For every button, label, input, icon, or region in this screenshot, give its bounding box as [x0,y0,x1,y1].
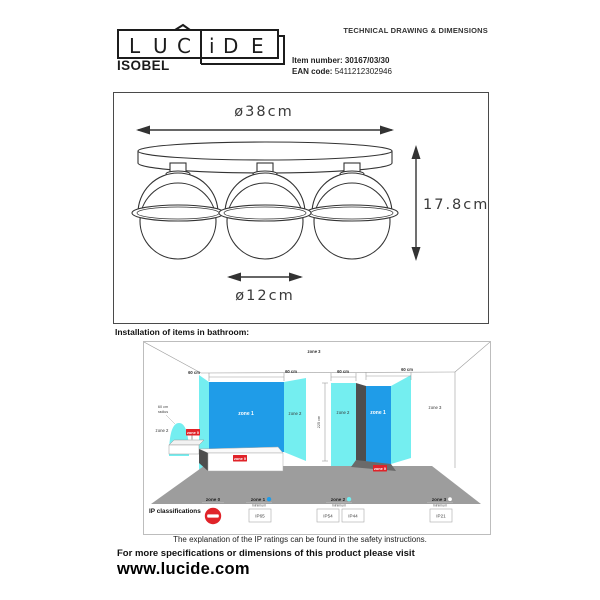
svg-text:zone 0: zone 0 [233,455,247,461]
svg-text:IP44: IP44 [348,513,358,519]
zone1-wall-shower [366,386,391,464]
svg-text:zone 1: zone 1 [250,497,266,502]
ip-legend-title: IP classifications [149,508,201,515]
zone2-strip-shower-left [331,383,356,466]
svg-text:zone 0: zone 0 [205,497,221,502]
zone0-badge-basin [186,429,200,440]
svg-text:zone 2: zone 2 [330,497,346,502]
arrowhead-right [289,273,303,282]
zone2-label-bath: zone 2 [288,411,302,416]
zone0-badge-bathtub [233,455,247,462]
shower-panel [356,383,366,464]
base-top [138,142,392,160]
globe-middle [219,173,311,259]
logo-letter: E [251,34,264,58]
arrowhead-up [412,145,421,159]
logo-letter: L [129,34,141,58]
more-info-text: For more specifications or dimensions of this product please visit [117,548,415,559]
dim-height-label: 17.8cm [423,197,488,213]
globe-right [306,173,398,259]
dim-60cm-lines [209,372,411,381]
ip-explanation-note: The explanation of the IP ratings can be found in the safety instructions. [173,535,427,544]
svg-text:IP54: IP54 [323,513,333,519]
svg-text:IP65: IP65 [255,513,265,519]
legend-zone1 [246,497,272,522]
dim-225cm [317,383,328,461]
bathroom-section-title: Installation of items in bathroom: [115,327,250,337]
dim-width-label: ø38cm [234,104,294,120]
dim-60cm: 60 cm [285,369,297,374]
arrowhead-left [136,126,150,135]
zone2-wall-bath [284,378,306,461]
technical-drawing-frame [113,92,489,324]
radius-leader-line [166,415,175,424]
zone2-dot-icon [347,497,351,501]
item-number-value: 30167/03/30 [344,56,390,65]
svg-text:IP21: IP21 [436,513,446,519]
svg-text:zone 0: zone 0 [186,429,200,435]
legend-zone3 [427,497,453,522]
website-link[interactable]: www.lucide.com [117,560,250,578]
logo-letter: D [223,34,239,58]
item-number-row [292,55,392,66]
dim-60cm: 60 cm [401,367,413,372]
dim-globe-label: ø12cm [235,288,295,304]
item-number-label: Item number: [292,56,343,65]
washbasin-front [169,445,199,454]
svg-text:minimum: minimum [432,503,448,508]
bathroom-diagram-frame [143,341,491,535]
svg-text:minimum: minimum [251,503,267,508]
zone1-label-shower: zone 1 [370,410,386,416]
dim-60cm-radius-line2: radius [157,410,169,414]
zone1-label-bath: zone 1 [238,411,254,417]
zone1-wall-bath [209,382,284,452]
logo-letter: i [209,34,215,58]
logo-letter: C [177,34,191,58]
dim-60cm: 60 cm [337,369,349,374]
bathroom-diagram [144,342,490,534]
zone2-wall-shower [391,375,411,464]
zone3-ceiling-label: zone 3 [307,349,321,354]
product-name: ISOBEL [117,58,170,73]
washbasin-top [169,440,204,445]
ean-value: 5411212302946 [334,67,392,76]
ean-row [292,66,392,77]
globe-left [132,173,224,259]
ean-label: EAN code: [292,67,333,76]
svg-text:zone 0: zone 0 [373,465,387,471]
zone3-label-wall: zone 3 [428,405,442,410]
svg-text:225 cm: 225 cm [317,415,321,429]
zone3-dot-icon [448,497,452,501]
doc-type-title: TECHNICAL DRAWING & DIMENSIONS [343,26,488,35]
fixture-drawing [114,93,488,323]
svg-text:zone 3: zone 3 [431,497,447,502]
svg-text:minimum: minimum [331,503,347,508]
zone0-badge-shower [373,465,387,472]
zone2-label-basin: zone 2 [155,428,169,433]
arrowhead-down [412,247,421,261]
logo-letter: U [153,34,168,58]
dim-60cm: 60 cm [188,370,200,375]
arrowhead-left [227,273,241,282]
product-codes [292,55,392,77]
dim-60cm-radius-line1: 60 cm [157,405,169,409]
zone1-dot-icon [267,497,271,501]
arrowhead-right [380,126,394,135]
zone2-label-shower: zone 2 [336,410,350,415]
